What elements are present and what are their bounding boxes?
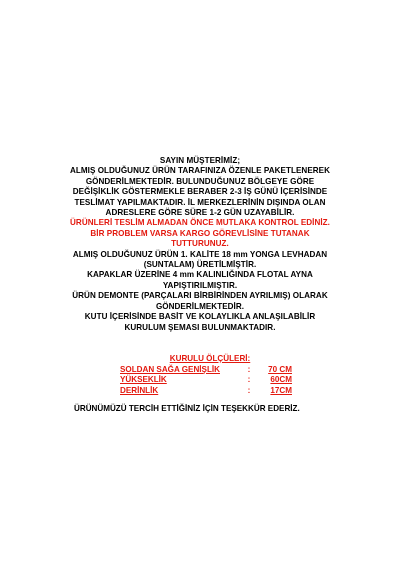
warning-line: BİR PROBLEM VARSA KARGO GÖREVLİSİNE TUTANAK	[90, 228, 310, 238]
letter-line: KUTU İÇERİSİNDE BASİT VE KOLAYLIKLA ANLAŞILABİLİR	[84, 312, 316, 322]
greeting: SAYIN MÜŞTERİMİZ;	[159, 156, 241, 165]
customer-letter	[48, 156, 352, 333]
warning-line: ÜRÜNLERİ TESLİM ALMADAN ÖNCE MUTLAKA KONTROL EDİNİZ.	[70, 218, 330, 228]
measurement-value: 70 CM	[268, 364, 292, 374]
letter-line: ÜRÜN DEMONTE (PARÇALARI BİRBİRİNDEN AYRILMIŞ) OLARAK	[72, 291, 328, 301]
letter-line: (SUNTALAM) ÜRETİLMİŞTİR.	[143, 260, 257, 270]
measurement-separator: :	[247, 364, 251, 374]
letter-line: ADRESLERE GÖRE SÜRE 1-2 GÜN UZAYABİLİR.	[105, 208, 295, 218]
measurement-separator: :	[247, 385, 251, 395]
letter-line: GÖNDERİLMEKTEDİR.	[155, 301, 245, 311]
letter-line: ALMIŞ OLDUĞUNUZ ÜRÜN 1. KALİTE 18 mm YONGA LEVHADAN	[72, 249, 328, 259]
letter-line: KURULUM ŞEMASI BULUNMAKTADIR.	[124, 322, 276, 332]
letter-line: DEĞİŞİKLİK GÖSTERMEKLE BERABER 2-3 İŞ GÜNÜ İÇERİSİNDE	[72, 187, 328, 197]
letter-line: TESLİMAT YAPILMAKTADIR. İL MERKEZLERİNİN DIŞINDA OLAN	[74, 197, 326, 207]
measurement-label: SOLDAN SAĞA GENİŞLİK	[120, 364, 220, 374]
letter-line: ALMIŞ OLDUĞUNUZ ÜRÜN TARAFINIZA ÖZENLE PAKETLENEREK	[69, 166, 331, 176]
measurement-row-width	[120, 365, 300, 376]
measurement-row-depth	[120, 386, 300, 397]
measurement-separator: :	[247, 375, 251, 385]
measurement-value: 17CM	[270, 385, 292, 395]
letter-line: KAPAKLAR ÜZERİNE 4 mm KALINLIĞINDA FLOTAL AYNA	[87, 270, 313, 280]
measurement-label: DERİNLİK	[120, 385, 159, 395]
measurements-block	[120, 354, 300, 396]
warning-line: TUTTURUNUZ.	[171, 239, 229, 249]
measurements-title: KURULU ÖLÇÜLERİ:	[169, 354, 251, 363]
measurement-label: YÜKSEKLİK	[120, 375, 167, 385]
thank-you-line: ÜRÜNÜMÜZÜ TERCİH ETTİĞİNİZ İÇİN TEŞEKKÜR EDERİZ.	[74, 404, 300, 413]
letter-line: YAPIŞTIRILMIŞTIR.	[162, 280, 238, 290]
measurement-value: 60CM	[270, 375, 292, 385]
letter-line: GÖNDERİLMEKTEDİR. BULUNDUĞUNUZ BÖLGEYE GÖRE	[85, 176, 315, 186]
measurement-row-height	[120, 375, 300, 386]
